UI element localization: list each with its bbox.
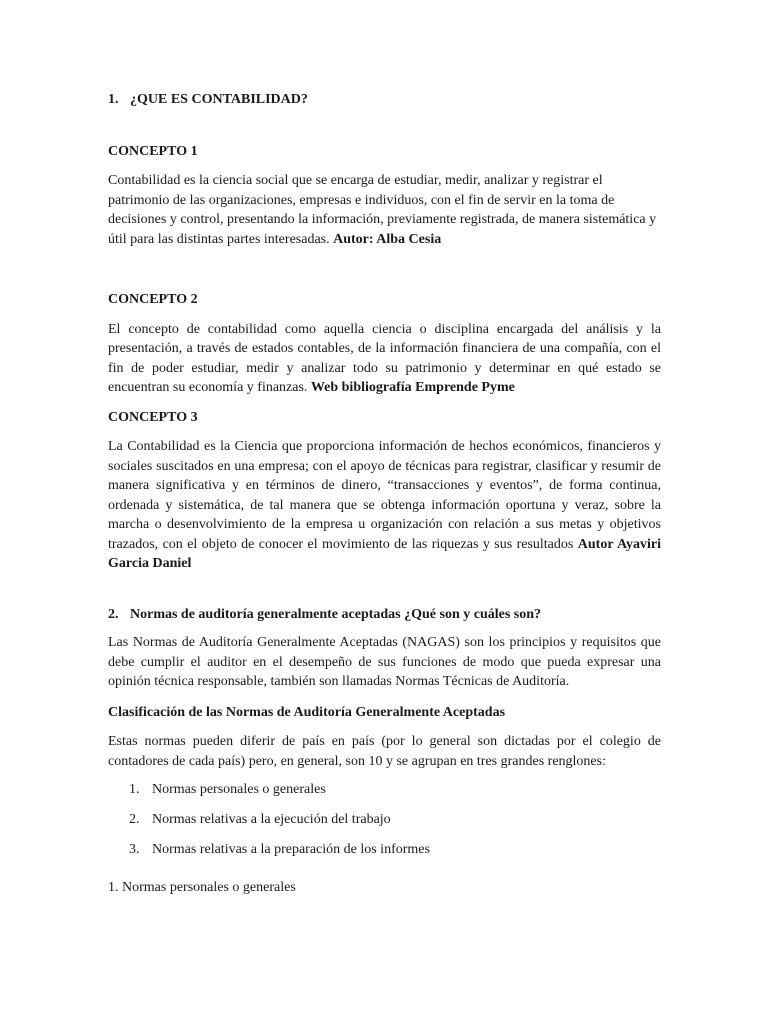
concept-2-source: Web bibliografía Emprende Pyme <box>310 380 515 395</box>
concept-3-body: La Contabilidad es la Ciencia que proporciona información de hechos económicos, financieros y sociales suscitados en una empresa; con el apoyo de técnicas para registrar, clasificar y resumir de manera significativa y en términos de dinero, “transacciones y eventos”, de forma continua, ordenada y sistemática, de tal manera que se obtenga información oportuna y veraz, sobre la marcha o desenvolvimiento de la empresa u organización con relación a sus metas y objetivos trazados, con el objeto de conocer el movimiento de las riquezas y sus resultados <box>108 439 661 552</box>
concept-3-title: CONCEPTO 3 <box>108 409 198 425</box>
list-item-label: Normas relativas a la preparación de los informes <box>152 842 430 857</box>
concept-2-title: CONCEPTO 2 <box>108 292 198 307</box>
concept-3-paragraph <box>108 437 661 574</box>
list-item-number: 1. <box>129 782 140 797</box>
concept-1-title: CONCEPTO 1 <box>108 143 198 159</box>
list-item-number: 2. <box>129 812 140 827</box>
concept-1-paragraph <box>108 171 661 249</box>
concept-1-body: Contabilidad es la ciencia social que se encarga de estudiar, medir, analizar y registrar el patrimonio de las organizaciones, empresas e individuos, con el fin de servir en la toma de decisiones y control, presentando la información, previamente registrada, de manera sistemática y útil para las distintas partes interesadas. <box>108 173 657 247</box>
classification-title: Clasificación de las Normas de Auditoría Generalmente Aceptadas <box>108 704 506 720</box>
section-1-number: 1. <box>108 92 119 107</box>
nagas-paragraph: Las Normas de Auditoría Generalmente Aceptadas (NAGAS) son los principios y requisitos que debe cumplir el auditor en el desempeño de sus funciones de modo que pueda expresar una opinión técnica responsable, también son llamadas Normas Técnicas de Auditoría. <box>108 635 661 689</box>
concept-2-paragraph <box>108 320 661 398</box>
list-item <box>108 840 661 870</box>
concept-2-body: El concepto de contabilidad como aquella ciencia o disciplina encargada del análisis y la presentación, a través de estados contables, de la información financiera de una compañía, con el fin de poder estudiar, medir y analizar todo su patrimonio y determinar en qué estado se encuentran su economía y finanzas. <box>108 321 661 395</box>
section-2-title: Normas de auditoría generalmente aceptadas ¿Qué son y cuáles son? <box>130 606 542 622</box>
concept-3-source: Autor Ayaviri Garcia Daniel <box>108 536 662 571</box>
concept-1-source: Autor: Alba Cesia <box>333 231 442 247</box>
classification-paragraph: Estas normas pueden diferir de país en país (por lo general son dictadas por el colegio de contadores de cada país) pero, en general, son 10 y se agrupan en tres grandes renglones: <box>108 734 661 769</box>
list-item-label: Normas personales o generales <box>152 782 326 797</box>
list-item-number: 3. <box>129 842 140 857</box>
section-2-heading <box>108 605 661 625</box>
section-1-title: ¿QUE ES CONTABILIDAD? <box>130 92 308 107</box>
list-item <box>108 780 661 810</box>
norms-list <box>108 780 661 870</box>
list-item <box>108 810 661 840</box>
list-item-label: Normas relativas a la ejecución del trabajo <box>152 812 391 827</box>
norms-personal-subheading: 1. Normas personales o generales <box>108 880 296 895</box>
section-2-number: 2. <box>108 606 119 622</box>
document-page <box>108 90 661 898</box>
section-1-heading <box>108 90 661 110</box>
